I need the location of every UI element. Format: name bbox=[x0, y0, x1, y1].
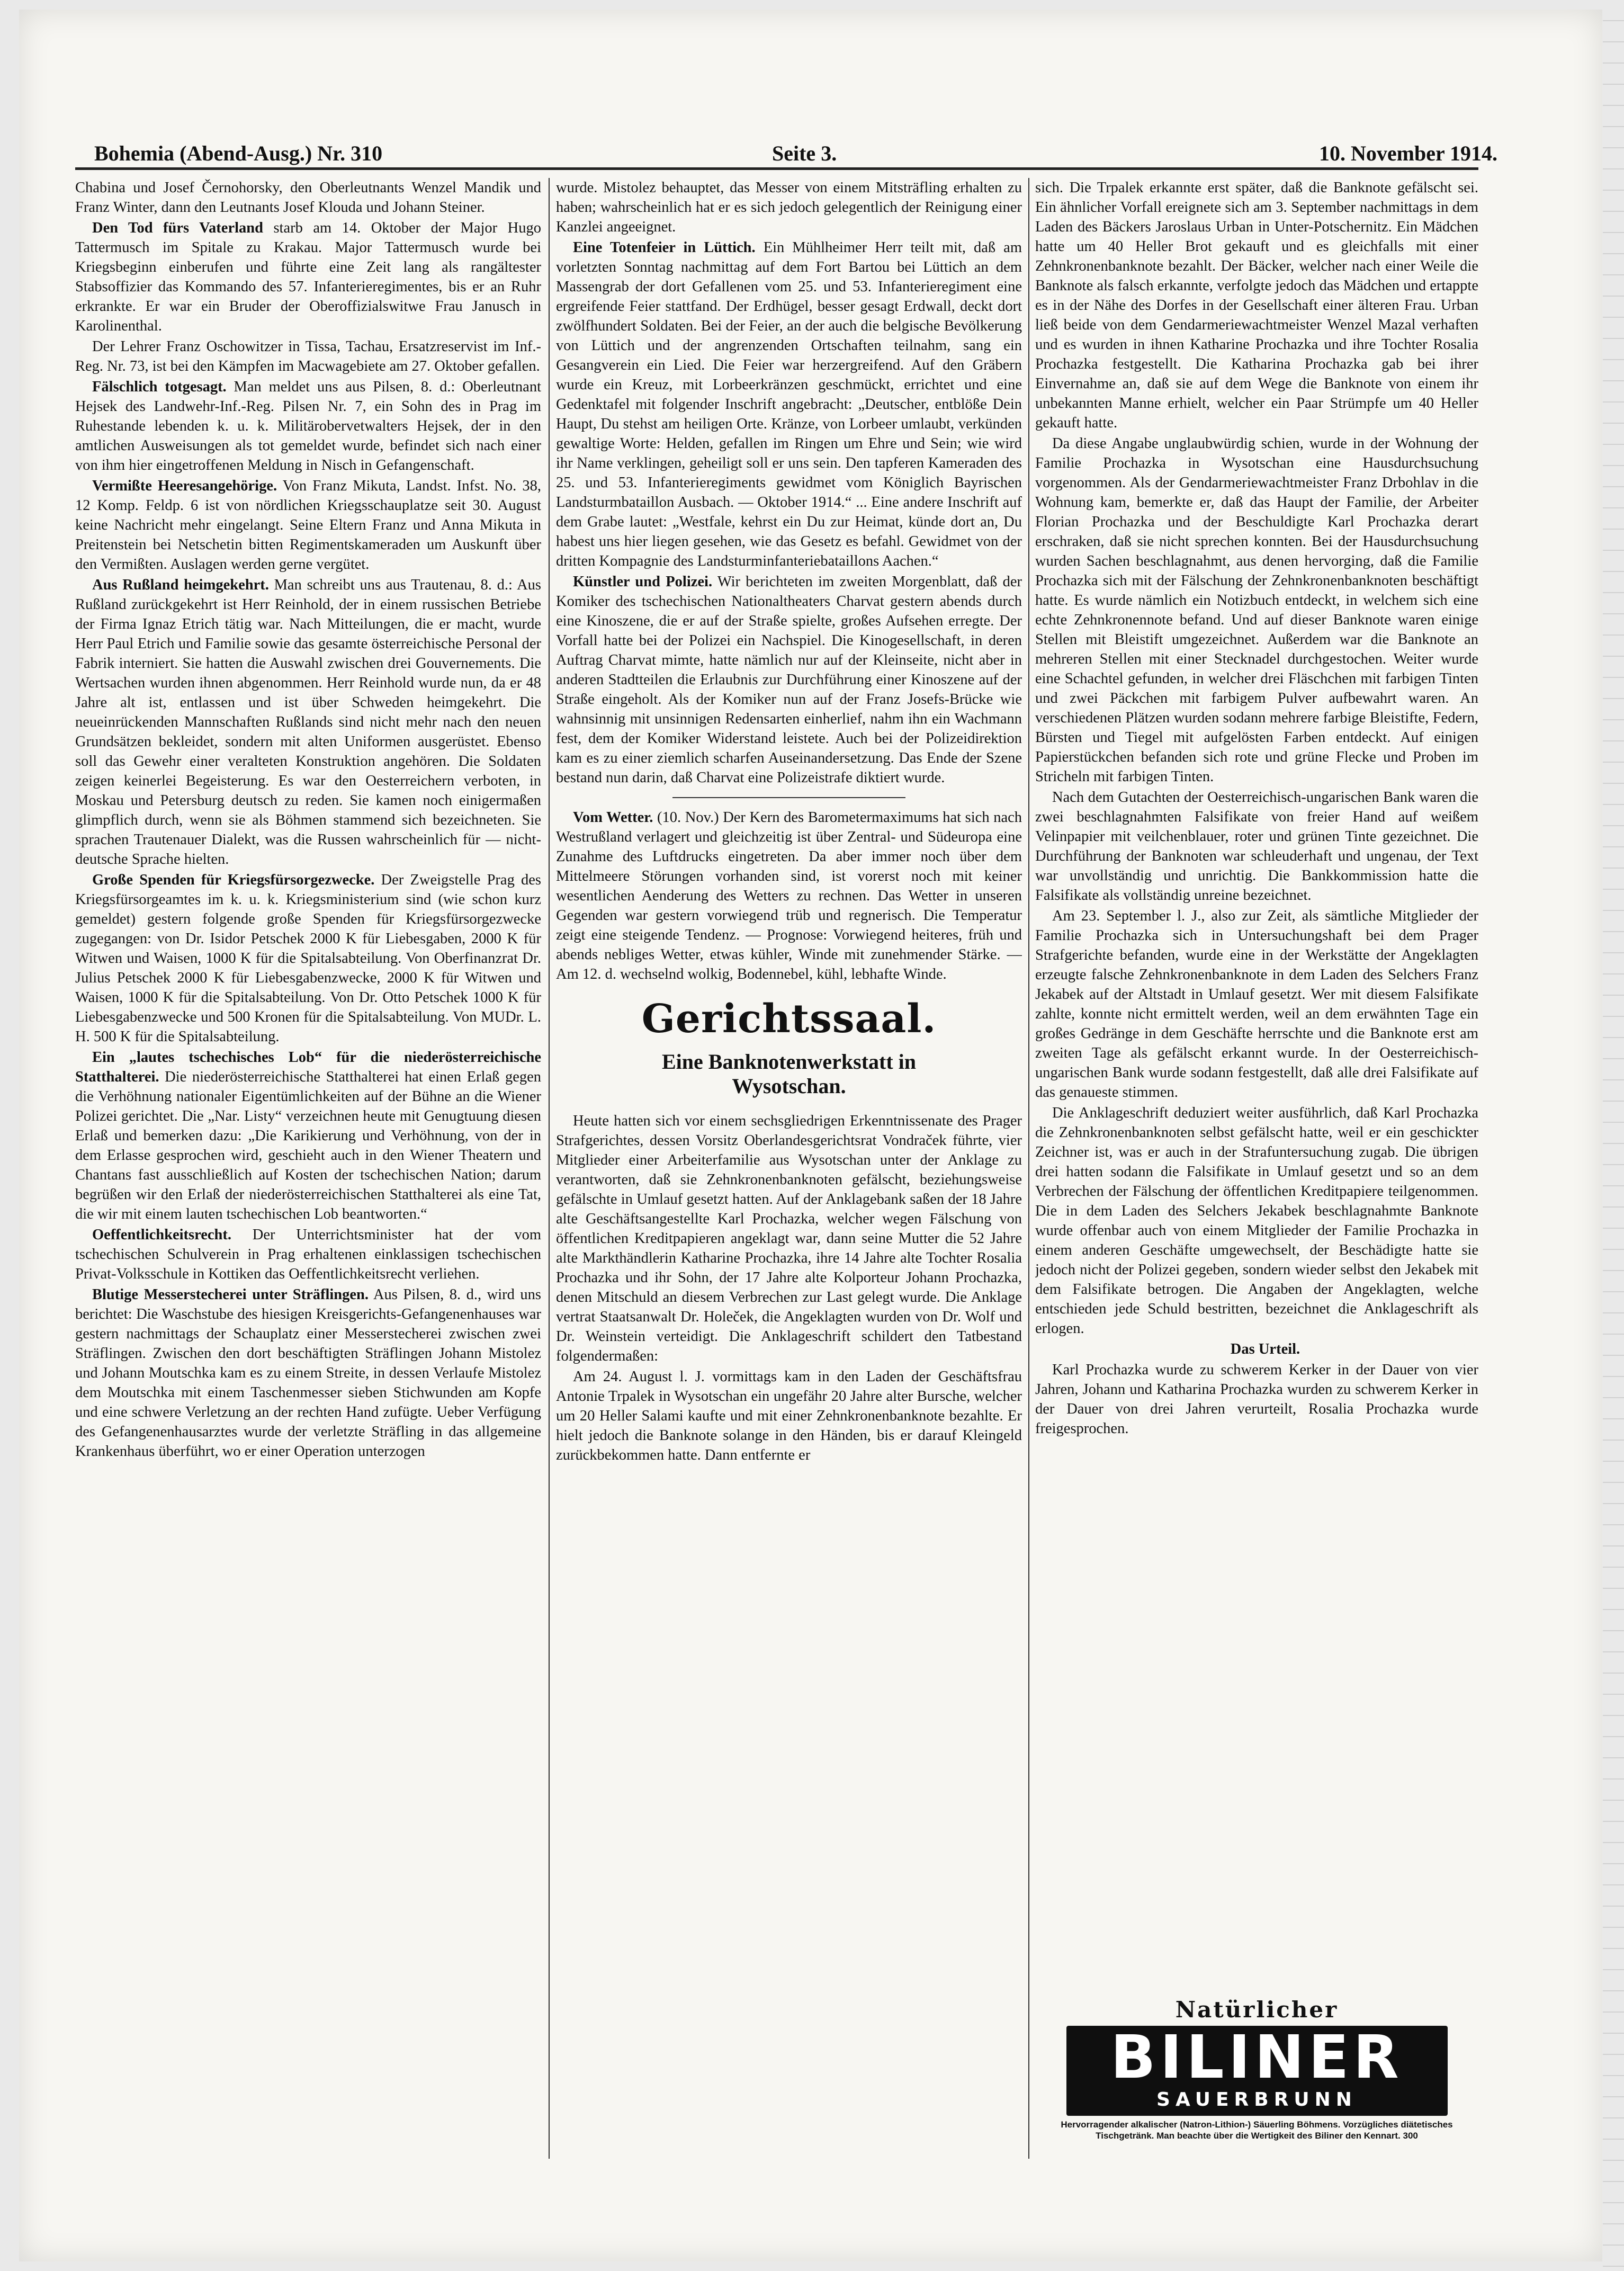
ad-brand-name: BILINER bbox=[1110, 2023, 1403, 2092]
article-paragraph bbox=[556, 808, 1022, 984]
header-publication: Bohemia (Abend-Ausg.) Nr. 310 bbox=[94, 141, 383, 165]
article-lead: Vermißte Heeresangehörige. bbox=[92, 478, 277, 494]
article-paragraph bbox=[556, 238, 1022, 571]
article-lead: Künstler und Polizei. bbox=[573, 574, 713, 590]
article-text: (10. Nov.) Der Kern des Barometermaximums hat sich nach Westrußland verlagert und gleichzeitig ist über Zentral- und Südeuropa eine Zunahme des Luftdrucks eingetreten. Da aber immer noch über dem Mittelmeere Störungen vorhanden sind, ist vorerst noch mit keiner wesentlichen Aenderung des Wetters zu rechnen. Das Wetter in unseren Gegenden war gestern vorwiegend trüb und regnerisch. Die Temperatur zeigt eine steigende Tendenz. — Prognose: Vorwiegend heiteres, früh und abends nebliges Wetter, etwas kühler, Winde mit zunehmender Stärke. — Am 12. d. wechselnd wolkig, Bodennebel, kühl, lebhafte Winde. bbox=[556, 809, 1022, 982]
ad-tagline: Natürlicher bbox=[1175, 1997, 1339, 2023]
article-paragraph bbox=[556, 1367, 1022, 1465]
article-title-line-2: Wysotschan. bbox=[732, 1074, 846, 1098]
article-text: Da diese Angabe unglaubwürdig schien, wurde in der Wohnung der Familie Prochazka in Wysotschan eine Hausdurchsuchung vorgenommen. Als der Gendarmeriewachtmeister Franz Drbohlav in die Wohnung kam, bemerkte er, daß das Haupt der Familie, der Arbeiter Florian Prochazka und der Beschuldigte Karl Prochazka derart erschraken, daß sie nicht sprechen konnten. Bei der Hausdurchsuchung wurden Sachen beschlagnahmt, aus denen hervorging, daß die Familie Prochazka sich mit der Fälschung der Zehnkronenbanknoten beschäftigt hatte. Es wurde nämlich ein Notizbuch entdeckt, in welchem sich eine echte Zehnkronennote befand. Und auf dieser Banknote waren einige Stellen mit Bleistift umgezeichnet. Außerdem war die Banknote an mehreren Stellen mit einer Stecknadel durchgestochen. Weiter wurde eine Schachtel gefunden, in welcher drei Fläschchen mit farbigen Tinten und zwei Päckchen mit farbigem Pulver aufbewahrt waren. An verschiedenen Plätzen wurden sodann mehrere farbige Bleistifte, Federn, Bürsten und Tiegel mit aufgelösten Farben entdeckt. Auf einigen Papierstückchen befanden sich rote und grüne Flecke und Proben im Stricheln mit farbigen Tinten. bbox=[1035, 435, 1478, 785]
column-3 bbox=[1035, 178, 1478, 1989]
article-paragraph bbox=[75, 1225, 541, 1284]
article-paragraph bbox=[75, 1285, 541, 1461]
article-paragraph bbox=[75, 870, 541, 1047]
article-title bbox=[556, 1050, 1022, 1098]
ad-fine-print: Hervorragender alkalischer (Natron-Lithion-) Säuerling Böhmens. Vorzügliches diätetisches Tischgetränk. Man beachte über die Wertigkeit des Biliner den Kennart. 300 bbox=[1061, 2120, 1453, 2141]
article-paragraph bbox=[75, 1048, 541, 1224]
article-lead: Ein „lautes tschechisches Lob“ für die niederösterreichische Statthalterei. bbox=[75, 1049, 541, 1085]
verdict-text: Karl Prochazka wurde zu schwerem Kerker in der Dauer von vier Jahren, Johann und Katharina Prochazka wurden zu schwerem Kerker in der Dauer von drei Jahren verurteilt, Rosalia Prochazka wurde freigesprochen. bbox=[1035, 1362, 1478, 1437]
article-lead: Große Spenden für Kriegsfürsorgezwecke. bbox=[92, 872, 375, 888]
article-paragraph bbox=[1035, 788, 1478, 905]
article-paragraph bbox=[75, 476, 541, 574]
article-text: Man meldet uns aus Pilsen, 8. d.: Oberleutnant Hejsek des Landwehr-Inf.-Reg. Pilsen Nr. 7, ein Sohn des in Prag im Ruhestande lebenden k. u. k. Militärobervetwalters Hejsek, der in den amtlichen Ausweisungen als tot gemeldet wurde, befindet sich nach einer von ihm hier eingetroffenen Meldung in Nisch in Gefangenschaft. bbox=[75, 379, 541, 473]
column-divider-2 bbox=[1028, 178, 1029, 2159]
article-paragraph bbox=[1035, 906, 1478, 1102]
article-text: Am 23. September l. J., also zur Zeit, als sämtliche Mitglieder der Familie Prochazka sich in Untersuchungshaft bei dem Prager Strafgerichte befanden, wurde eine in der Werkstätte der Angeklagten erzeugte falsche Zehnkronenbanknote in dem Laden des Selchers Franz Jekabek auf der Altstadt in Umlauf gesetzt. Wer mit diesem Falsifikate zahlte, konnte nicht ermittelt werden, weil an dem erwähnten Tage ein großes Gedränge in dem Geschäfte herrschte und die Banknote erst am zweiten Tage als gefälscht erkannt wurde. In der Oesterreichisch-ungarischen Bank wurde sodann festgestellt, daß alle drei Falsifikate auf das genaueste stimmen. bbox=[1035, 908, 1478, 1101]
article-text: Nach dem Gutachten der Oesterreichisch-ungarischen Bank waren die zwei beschlagnahmten Falsifikate von freier Hand auf weißem Velinpapier mit veilchenblauer, roter und grünen Tinte gezeichnet. Die Durchführung der Banknoten war schleuderhaft und ungenau, der Text war unvollständig und unrichtig. Die Bankkommission hatte die Falsifikate als vollständig unreine bezeichnet. bbox=[1035, 789, 1478, 904]
header-date: 10. November 1914. bbox=[1319, 141, 1497, 165]
article-paragraph bbox=[556, 572, 1022, 788]
verdict-heading: Das Urteil. bbox=[1230, 1341, 1300, 1357]
article-paragraph bbox=[75, 337, 541, 376]
article-paragraph bbox=[75, 178, 541, 217]
article-text: Heute hatten sich vor einem sechsgliedrigen Erkenntnissenate des Prager Strafgerichtes, dessen Vorsitz Oberlandesgerichtsrat Vondraček führte, vier Mitglieder einer Arbeiterfamilie aus Wysotschan unter der Anklage zu verantworten, daß sie Zehnkronenbanknoten gefälscht, beziehungsweise gefälschte in Umlauf gesetzt hatten. Auf der Anklagebank saßen der 18 Jahre alte Geschäftsangestellte Karl Prochazka, welcher wegen Fälschung von öffentlichen Kreditpapieren angeklagt war, dann seine Mutter die 52 Jahre alte Markthändlerin Katharine Prochazka, ihre 14 Jahre alte Tochter Rosalia Prochazka und ihr Sohn, der 17 Jahre alte Kolporteur Johann Prochazka, denen Mitschuld an diesem Verbrechen zur Last gelegt wurde. Die Anklage vertrat Staatsanwalt Dr. Holeček, die Angeklagten wurden von Dr. Wolf und Dr. Weinstein verteidigt. Die Anklageschrift schildert den Tatbestand folgendermaßen: bbox=[556, 1113, 1022, 1364]
article-paragraph bbox=[75, 377, 541, 475]
article-text: Der Lehrer Franz Oschowitzer in Tissa, Tachau, Ersatzreservist im Inf.-Reg. Nr. 73, ist bei den Kämpfen im Macwagebiete am 27. Oktober gefallen. bbox=[75, 338, 541, 374]
article-lead: Eine Totenfeier in Lüttich. bbox=[573, 239, 756, 256]
article-paragraph bbox=[1035, 434, 1478, 786]
article-text: wurde. Mistolez behauptet, das Messer von einem Mitsträfling erhalten zu haben; wahrscheinlich hat er es sich jedoch gelegentlich der Reinigung einer Kanzlei angeeignet. bbox=[556, 180, 1022, 235]
article-text: Aus Pilsen, 8. d., wird uns berichtet: Die Waschstube des hiesigen Kreisgerichts-Gefangenenhauses war gestern nachmittags der Schauplatz einer Messerstecherei zwischen zwei Sträflingen. Zwischen den dort beschäftigten Sträflingen Johann Mistolez und Johann Moutschka kam es zu einem Streite, in dessen Verlaufe Mistolez dem Moutschka mit einem Taschenmesser sieben Stichwunden am Kopfe und eine schwere Verletzung an der rechten Hand zufügte. Ueber Verfügung des Gefangenenhausarztes wurde der verletzte Sträfling in das allgemeine Krankenhaus überführt, wo er einer Operation unterzogen bbox=[75, 1286, 541, 1460]
article-lead: Oeffentlichkeitsrecht. bbox=[92, 1227, 232, 1243]
column-divider-1 bbox=[549, 178, 550, 2159]
article-lead: Fälschlich totgesagt. bbox=[92, 379, 227, 395]
article-text: Der Zweigstelle Prag des Kriegsfürsorgeamtes im k. u. k. Kriegsministerium sind (wie schon kurz gemeldet) gestern folgende große Spenden für Kriegsfürsorgezwecke zugegangen: von Dr. Isidor Petschek 2000 K für Liebesgaben, 2000 K für Witwen und Waisen, 1000 K für die Spitalsabteilung. Von Oberfinanzrat Dr. Julius Petschek 2000 K für Liebesgabenzwecke, 2000 K für Witwen und Waisen, 1000 K für die Spitalsabteilung. Von Dr. Otto Petschek 1000 K für Liebesgabenzwecke und 500 Kronen für die Spitalsabteilung. Von MUDr. L. H. 500 K für die Spitalsabteilung. bbox=[75, 872, 541, 1045]
article-text: Chabina und Josef Černohorsky, den Oberleutnants Wenzel Mandik und Franz Winter, dann den Leutnants Josef Klouda und Johann Steiner. bbox=[75, 180, 541, 216]
column-2 bbox=[556, 178, 1022, 2138]
article-lead: Vom Wetter. bbox=[573, 809, 653, 826]
header-page-number: Seite 3. bbox=[772, 141, 837, 165]
article-paragraph bbox=[1035, 178, 1478, 433]
article-text: starb am 14. Oktober der Major Hugo Tattermusch im Spitale zu Krakau. Major Tattermusch wurde bei Kriegsbeginn einberufen und führte eine Zeit lang als rangältester Stabsoffizier das Kommando des 57. Infanterieregimentes, bis er an Ruhr erkrankte. Er war ein Bruder der Oberoffizialswitwe Frau Janusch in Karolinenthal. bbox=[75, 220, 541, 334]
page-edge-texture bbox=[1603, 0, 1624, 2271]
header-rule bbox=[75, 167, 1478, 170]
article-text: Wir berichteten im zweiten Morgenblatt, daß der Komiker des tschechischen Nationaltheaters Charvat gestern abends durch eine Kinoszene, die er auf der Straße spielte, großes Aufsehen erregte. Der Vorfall hatte bei der Polizei ein Nachspiel. Die Kinogesellschaft, in deren Auftrag Charvat mimte, hatte nämlich nur auf der Kleinseite, nicht aber in anderen Stadtteilen die Erlaubnis zur Durchführung einer Kinoszene auf der Straße eingeholt. Als der Komiker nun auf der Franz Josefs-Brücke wie wahnsinnig mit unsinnigen Redensarten einherlief, nahm ihn ein Wachmann fest, dem der Komiker Widerstand leistete. Auch bei der Polizeidirektion kam es zu einer ziemlich scharfen Auseinandersetzung. Das Ende der Szene bestand nun darin, daß Charvat eine Polizeistrafe diktiert wurde. bbox=[556, 574, 1022, 786]
article-paragraph bbox=[75, 218, 541, 336]
article-lead: Aus Rußland heimgekehrt. bbox=[92, 577, 269, 593]
article-text: Man schreibt uns aus Trautenau, 8. d.: Aus Rußland zurückgekehrt ist Herr Reinhold, der in einem russischen Betriebe der Firma Ignaz Etrich tätig war. Nach Mitteilungen, die er macht, wurde Herr Paul Etrich und Familie sowie das gesamte österreichische Personal der Fabrik interniert. Sie hatten die Auswahl zwischen drei Gouvernements. Die Wertsachen wurden ihnen abgenommen. Herr Reinhold wurde nun, da er 48 Jahre alt ist, entlassen und ist über Schweden heimgekehrt. Die neueinrückenden Mannschaften Rußlands sind nicht mehr nach den neuen Grundsätzen bekleidet, sondern mit alten Uniformen ausgerüstet. Ebenso soll das Gewehr einer veralteten Konstruktion angehören. Die Soldaten zeigen keinerlei Begeisterung. Es war den Oesterreichern verboten, in Moskau und Petersburg deutsch zu reden. Sie kamen noch einigermaßen glimpflich durch, wenn sie als Böhmen stammend sich bezeichneten. Sie sprachen Trautenauer Dialekt, was die Russen wahrscheinlich für — nicht-deutsche Sprache hielten. bbox=[75, 577, 541, 868]
article-separator bbox=[672, 797, 905, 798]
ad-brand-subtitle: SAUERBRUNN bbox=[1156, 2089, 1357, 2111]
article-text: Am 24. August l. J. vormittags kam in den Laden der Geschäftsfrau Antonie Trpalek in Wysotschan ein ungefähr 20 Jahre alter Bursche, welcher um 20 Heller Salami kaufte und mit einer Zehnkronenbanknote bezahlte. Er hielt jedoch die Banknote solange in den Händen, bis er darauf Kleingeld zurückbekommen hatte. Dann entfernte er bbox=[556, 1369, 1022, 1463]
article-text: Die Anklageschrift deduziert weiter ausführlich, daß Karl Prochazka die Zehnkronenbanknoten selbst gefälscht hatte, weil er ein geschickter Zeichner ist, was er auch in der Strafuntersuchung zugab. Die übrigen drei hatten sodann die Falsifikate in Umlauf gesetzt und so an dem Verbrechen der Fälschung der öffentlichen Kreditpapiere teilgenommen. Die in dem Laden des Selchers Jekabek beschlagnahmte Banknote wurde offenbar auch von einem Mitglieder der Familie Prochazka in einem anderen Geschäfte umgewechselt, der Beschädigte hatte sie jedoch nicht der Polizei gegeben, sondern wieder selbst den Jekabek mit dem Falsifikate betrogen. Die Angaben der Angeklagten, welche entschieden jede Schuld bestritten, bezeichnet die Anklageschrift als erlogen. bbox=[1035, 1105, 1478, 1337]
advertisement-biliner bbox=[1035, 1997, 1478, 2148]
section-title: Gerichtssaal. bbox=[641, 996, 937, 1042]
column-1 bbox=[75, 178, 541, 2138]
article-paragraph bbox=[75, 575, 541, 869]
article-text: Die niederösterreichische Statthalterei hat einen Erlaß gegen die Verhöhnung nationaler Eigentümlichkeiten auf der Bühne an die Wiener Polizei gerichtet. Die „Nar. Listy“ verzeichnen heute mit Genugtuung diesen Erlaß und bemerken dazu: „Die Karikierung und Verhöhnung, von der in dem Erlasse gesprochen wird, geschieht auch in den Wiener Theatern und Chantans fast ausschließlich auf Kosten der tschechischen Nation; darum begrüßen wir den Erlaß der niederösterreichischen Statthalterei als eine Tat, die wir mit einem lauten tschechischen Lob beantworten.“ bbox=[75, 1069, 541, 1222]
article-text: Von Franz Mikuta, Landst. Infst. No. 38, 12 Komp. Feldp. 6 ist von nördlichen Kriegsschauplatze seit 30. August keine Nachricht mehr eingelangt. Seine Eltern Franz und Anna Mikuta in Preitenstein bei Netschetin bitten Regimentskameraden um Auskunft über den Vermißten. Auslagen werden gerne vergütet. bbox=[75, 478, 541, 573]
article-lead: Den Tod fürs Vaterland bbox=[92, 220, 263, 236]
article-paragraph bbox=[556, 1111, 1022, 1366]
article-title-line-1: Eine Banknotenwerkstatt in bbox=[661, 1050, 917, 1074]
article-paragraph bbox=[1035, 1103, 1478, 1338]
article-paragraph bbox=[556, 178, 1022, 237]
article-text: Der Unterrichtsminister hat der vom tschechischen Schulverein in Prag erhaltenen einklassigen tschechischen Privat-Volksschule in Kottiken das Oeffentlichkeitsrecht verliehen. bbox=[75, 1227, 541, 1282]
article-text: sich. Die Trpalek erkannte erst später, daß die Banknote gefälscht sei. Ein ähnlicher Vorfall ereignete sich am 3. September nachmittags in dem Laden des Bäckers Jaroslaus Urban in Unter-Potschernitz. Ein Mädchen hatte um 40 Heller Brot gekauft und es gleichfalls mit einer Zehnkronenbanknote bezahlt. Der Bäcker, welcher nach einer Weile die Banknote als falsch erkannte, verfolgte jedoch das Mädchen und ertappte es in der Nähe des Dorfes in der Gesellschaft einer älteren Frau. Urban ließ beide von dem Gendarmeriewachtmeister Wenzel Mazal verhaften und es wurden in ihnen Katharine Prochazka und ihre Tochter Rosalia Prochazka festgestellt. Die Katharina Prochazka gab bei ihrer Einvernahme an, daß sie auf dem Wege die Banknote von einem ihr unbekannten Manne erhielt, welcher ein Paar Strümpfe um 40 Heller gekauft hatte. bbox=[1035, 180, 1478, 431]
ad-logo-box bbox=[1066, 2023, 1448, 2116]
article-text: Ein Mühlheimer Herr teilt mit, daß am vorletzten Sonntag nachmittag auf dem Fort Bartou bei Lüttich an dem Massengrab der dort Gefallenen vom 25. und 53. Infanterieregiment eine ergreifende Feier stattfand. Der Erdhügel, besser gesagt Erdwall, deckt dort zwölfhundert Soldaten. Bei der Feier, an der auch die belgische Bevölkerung von Lüttich und der angrenzenden Ortschaften teilnahm, sang ein Gesangverein ein Lied. Die Feier war herzergreifend. Auf den Gräbern wurde ein Kreuz, mit Lorbeerkränzen geschmückt, errichtet und eine Gedenktafel mit folgender Inschrift angebracht: „Deutscher, entblöße Dein Haupt, Du stehst am heiligen Orte. Kränze, von Lorbeer umlaubt, verkünden gewaltige Worte: Helden, gefallen im Ringen um Ehre und Sein; wie wird ihr Name verklingen, geheiligt soll er uns sein. Den tapferen Kameraden des 25. und 53. Infanterieregiments gewidmet vom Königlich Bayrischen Landsturmbataillon Ausbach. — Oktober 1914.“ ... Eine andere Inschrift auf dem Grabe lautet: „Westfale, kehrst ein Du zur Heimat, künde dort an, Du habest uns hier liegen gesehen, wie das Gesetz es befahl. Gewidmet von der dritten Kompagnie des Landsturminfanteriebataillons Aachen.“ bbox=[556, 239, 1022, 569]
article-lead: Blutige Messerstecherei unter Sträflingen. bbox=[92, 1286, 369, 1303]
